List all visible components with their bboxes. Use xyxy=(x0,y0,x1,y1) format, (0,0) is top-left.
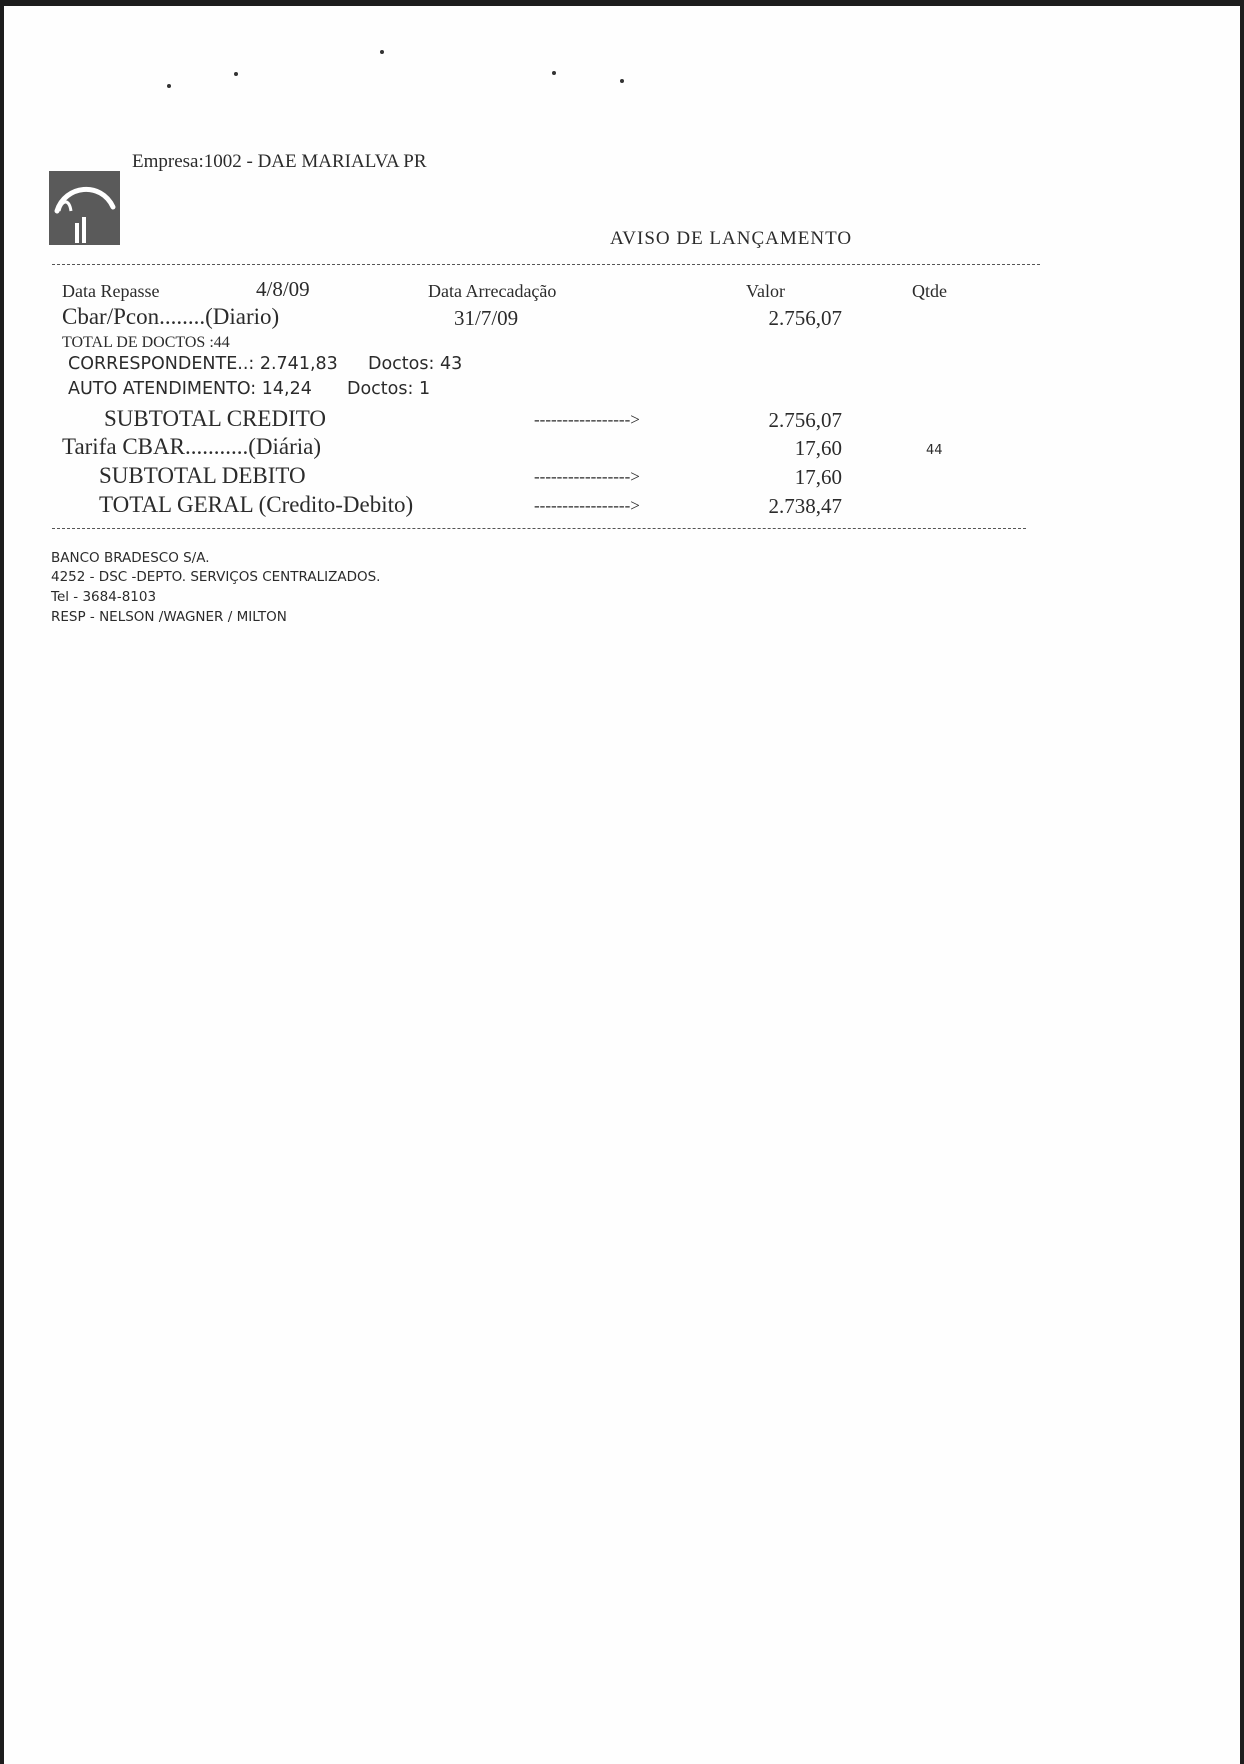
divider-bottom xyxy=(52,528,1026,529)
empresa-label: Empresa:1002 - DAE MARIALVA PR xyxy=(132,151,427,172)
document-page xyxy=(4,6,1240,1764)
footer-dept: 4252 - DSC -DEPTO. SERVIÇOS CENTRALIZADOS. xyxy=(51,569,381,585)
footer-bank: BANCO BRADESCO S/A. xyxy=(51,550,210,566)
tarifa-label: Tarifa CBAR...........(Diária) xyxy=(62,434,321,459)
bradesco-logo-icon xyxy=(49,171,120,245)
scan-speck xyxy=(552,71,556,75)
total-doctos: TOTAL DE DOCTOS :44 xyxy=(62,334,230,351)
document-title: AVISO DE LANÇAMENTO xyxy=(610,228,853,249)
subtotal-credito-arrow: -----------------> xyxy=(534,410,640,429)
total-geral-label: TOTAL GERAL (Credito-Debito) xyxy=(99,492,414,517)
auto-atendimento-doctos: Doctos: 1 xyxy=(347,379,431,399)
footer-tel: Tel - 3684-8103 xyxy=(51,589,157,605)
entry-date: 31/7/09 xyxy=(454,306,519,330)
scan-speck xyxy=(620,79,624,83)
tarifa-qtde: 44 xyxy=(926,443,943,458)
subtotal-credito-value: 2.756,07 xyxy=(768,408,842,432)
valor-label: Valor xyxy=(746,281,785,301)
scan-speck xyxy=(234,72,238,76)
auto-atendimento-line: AUTO ATENDIMENTO: 14,24 xyxy=(68,379,312,399)
total-geral-value: 2.738,47 xyxy=(768,494,842,518)
qtde-label: Qtde xyxy=(912,281,947,301)
correspondente-doctos: Doctos: 43 xyxy=(368,354,463,374)
data-arrecadacao-label: Data Arrecadação xyxy=(428,281,557,301)
scan-speck xyxy=(167,84,171,88)
entry-label: Cbar/Pcon........(Diario) xyxy=(62,304,280,329)
subtotal-credito-label: SUBTOTAL CREDITO xyxy=(104,406,326,431)
data-repasse-label: Data Repasse xyxy=(62,281,160,301)
correspondente-line: CORRESPONDENTE..: 2.741,83 xyxy=(68,354,338,374)
subtotal-debito-arrow: -----------------> xyxy=(534,467,640,486)
total-geral-arrow: -----------------> xyxy=(534,496,640,515)
divider-top xyxy=(52,264,1040,265)
footer-resp: RESP - NELSON /WAGNER / MILTON xyxy=(51,609,287,625)
data-repasse-value: 4/8/09 xyxy=(256,277,310,301)
scan-speck xyxy=(380,50,384,54)
tarifa-value: 17,60 xyxy=(794,436,842,460)
subtotal-debito-value: 17,60 xyxy=(794,465,842,489)
subtotal-debito-label: SUBTOTAL DEBITO xyxy=(99,463,306,488)
entry-valor: 2.756,07 xyxy=(768,306,842,330)
